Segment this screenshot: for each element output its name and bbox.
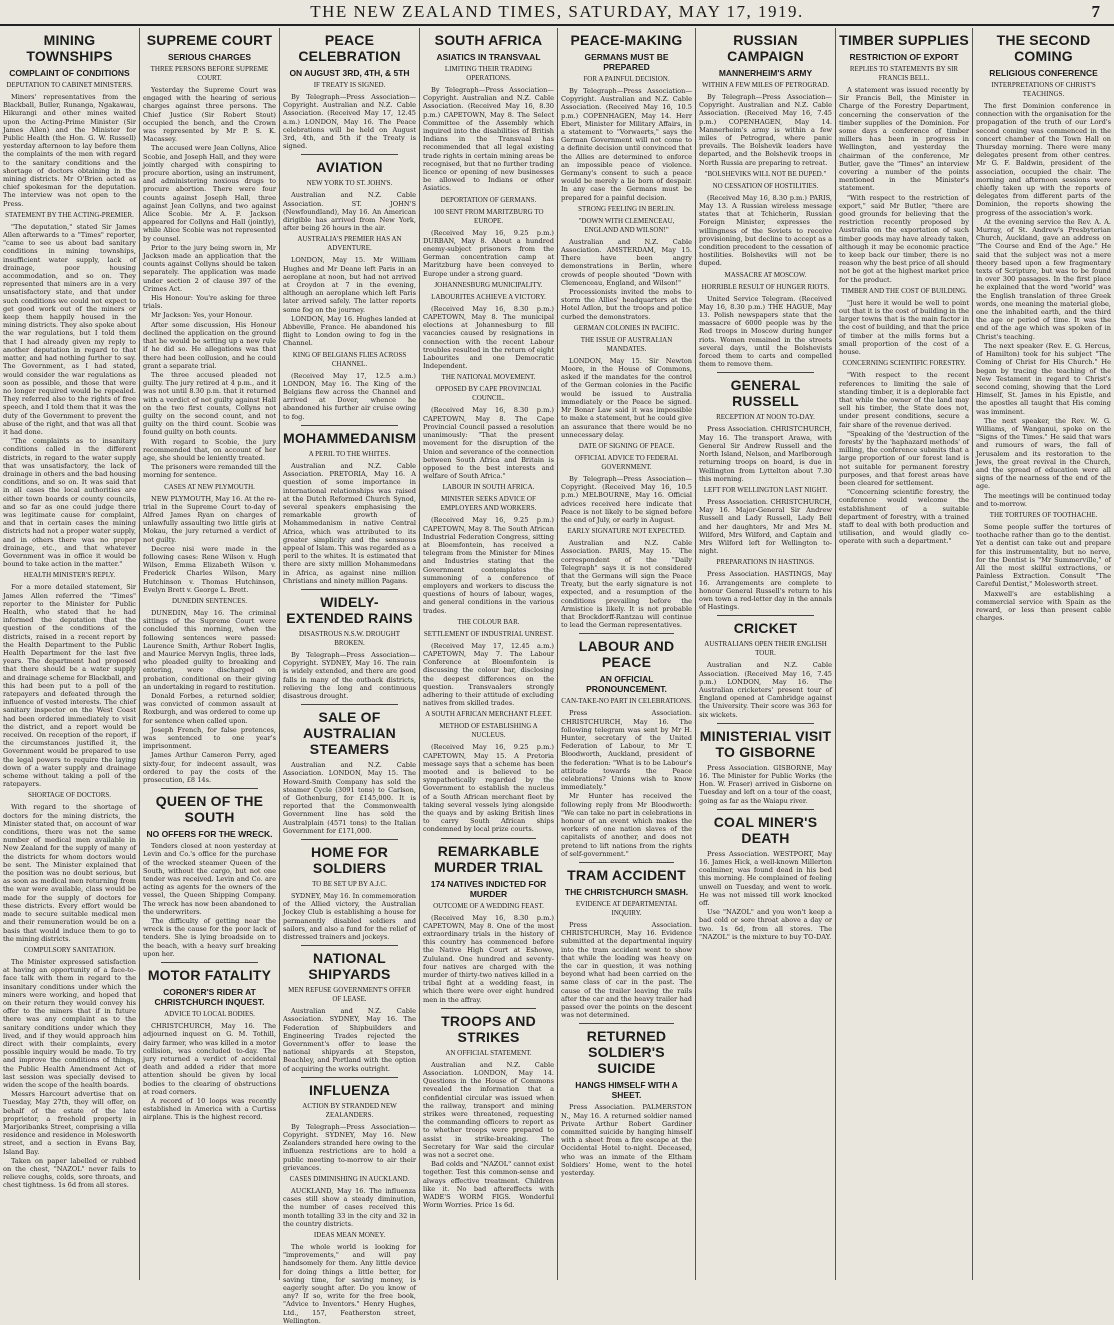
article-paragraph bbox=[699, 93, 832, 167]
article-subheadline: 174 NATIVES INDICTED FOR MURDER bbox=[430, 878, 547, 899]
article-headline: CRICKET bbox=[733, 620, 798, 637]
paragraph-text: Press Association. PALMERSTON N., May 16. A returned soldier named Private Arthur Robert Gardiner committed suicide by hanging himself with a sheet from a fire escape at the Occidental Hotel to-night. Deceased, who was an inmate of the Eltham Soldiers' Home, went to the hotel yesterday. bbox=[561, 1103, 692, 1178]
section-subheading: METHOD OF ESTABLISHING A NUCLEUS. bbox=[439, 722, 538, 740]
section-subheading: A SOUTH AFRICAN MERCHANT FLEET. bbox=[425, 710, 552, 719]
article-headline: TROOPS AND STRIKES bbox=[441, 1012, 536, 1045]
article-paragraph bbox=[423, 914, 554, 1004]
paragraph-text: Maxwell's are establishing a commercial service with Spain as the reward, or less than present cable charges. bbox=[976, 589, 1111, 623]
article-paragraph bbox=[283, 256, 416, 313]
section-subheading: IDEAS MEAN MONEY. bbox=[313, 1231, 386, 1240]
article-subheadline: SERIOUS CHARGES bbox=[167, 52, 252, 62]
column-timber-supplies bbox=[836, 30, 972, 1278]
paragraph-text: After some discussion, His Honour declined the application on the ground that he would be setting up a new rule if he did so. He allegations was that there had been collusion, and he could grant a separate trial. bbox=[143, 320, 276, 370]
article-paragraph bbox=[3, 1090, 136, 1156]
article-paragraph bbox=[3, 583, 136, 788]
paragraph-text: "The deputation," stated Sir James Allen afterwards to a "Times" reporter, "came to see us about bad sanitary conditions in mining townships, insufficient water supply, lack of drainage, poor housing accommodation, and so on. They represented that miners are in a very unsatisfactory state, and that under such conditions we could not expect to get good work out of the miners or keep them happily housed in the mining districts. They also spoke about the war regulations, but I told them that I had already given my reply to another deputation in regard to that matter, and had nothing further to say. The Government, as I had stated, would consider the war regulations as soon as possible, and those that were no longer required would be repealed. They referred also to the rights of free speech, and I told them that it was the duty of the Government to prevent the abuse of the right, and that was all that it had done. bbox=[3, 222, 136, 436]
section-subheading: TIMBER AND THE COST OF BUILDING. bbox=[841, 286, 967, 295]
section-subheading: THE TORTURES OF TOOTHACHE. bbox=[989, 510, 1098, 519]
paragraph-text: NEW PLYMOUTH, May 16. At the re-trial in the Supreme Court to-day of Alfred James Ryan on charges of unlawfully assaulting two little girls at Mokau, the jury returned a verdict of not guilty. bbox=[143, 494, 276, 544]
paragraph-text: (Received May 16, 9.25 p.m.) CAPETOWN, May 8. The South African Industrial Federation Congress, sitting at Bloemfontein, has received a telegram from the Minister for Mines and Industries stating that the Government contemplates the summoning of a conference of employers and workers to discuss the questions of hours of labour, wages, and general conditions in the various trades. bbox=[423, 516, 554, 615]
article-headline: RUSSIAN CAMPAIGN bbox=[727, 32, 804, 64]
article-separator bbox=[301, 1077, 398, 1078]
article-paragraph bbox=[3, 93, 136, 208]
article-paragraph bbox=[143, 438, 276, 463]
paragraph-text: Miners' representatives from the Blackball, Buller, Runanga, Ngakawau, Hikurangi and other mines waited upon the Acting-Prime Minister (Sir James Allen) and the Minister for Public Health (the Hon. G. W. Russell) yesterday afternoon to lay before them the complaints of the men with regard to the sanitary conditions and the shortage of doctors obtaining in the mining districts. Mr O'Brien acted as chief spokesman for the deputation. The interview was not open to the Press. bbox=[3, 93, 136, 208]
article-headline: RETURNED SOLDIER'S SUICIDE bbox=[586, 1028, 667, 1077]
paragraph-text: Press Association. CHRISTCHURCH, May 16. Major-General Sir Andrew Russell and Lady Russell, Lady Bell and her daughters, Mr and Mrs M. Wilford, Mrs Wilford, and Captain and Mrs Wilford left for Wellington to-night. bbox=[699, 497, 832, 556]
masthead bbox=[0, 0, 1114, 26]
article-paragraph bbox=[561, 238, 692, 287]
paragraph-text: Press Association. CHRISTCHURCH, May 16. The following telegram was sent by Mr H. Hunter, secretary of the United Federation of Labour, to Mr T. Bloodworth, Auckland, president of the federation: "What is to be Labour's attitude towards the Peace celebrations? Unions wish to know immediately." bbox=[561, 709, 692, 792]
paragraph-text: The whole world is looking for "improvements," and will pay handsomely for them. Any little device for doing things a little better, for saving time, for saving money, is eagerly sought after. Do you know of any? If so, write for the free book, "Advice to Inventors." Henry Hughes, Ltd., 157, Featherston street, Wellington. bbox=[283, 1243, 416, 1325]
article-paragraph bbox=[423, 743, 554, 833]
paragraph-text: The difficulty of getting near the wreck is the cause for the poor lack of tenders. She is lying broadside on to the beach, with a heavy surf breaking upon her. bbox=[143, 917, 276, 958]
article-paragraph bbox=[283, 892, 416, 941]
section-subheading: OUTCOME OF A WEDDING FEAST. bbox=[433, 901, 544, 910]
section-subheading: CONCERNING SCIENTIFIC FORESTRY. bbox=[842, 359, 966, 368]
article-paragraph bbox=[423, 305, 554, 371]
article-headline: WIDELY-EXTENDED RAINS bbox=[286, 593, 413, 626]
column-second-coming bbox=[973, 30, 1114, 1278]
paragraph-text: (Received May 16, 8.30 p.m.) CAPETOWN, May 8. The Cape Provincial Council passed a resolution unanimously: "That the present movement for the disruption of the Union and severance of the connection between South Africa and Britain is opposed to the best interests and welfare of South Africa." bbox=[423, 406, 554, 481]
article-paragraph bbox=[423, 642, 554, 708]
article-paragraph bbox=[143, 294, 276, 310]
article-paragraph bbox=[143, 86, 276, 143]
paragraph-text: (Received May 17, 12.5 a.m.) LONDON, May 16. The King of the Belgians flew across the Channel and arrived at Dover, whence he abandoned his further air cruise owing to fog. bbox=[283, 371, 416, 421]
section-subheading: FOR A PAINFUL DECISION. bbox=[583, 75, 670, 83]
paragraph-text: Press Association. CHRISTCHURCH, May 16. The transport Arawa, with General Sir Andrew Russell and the North Island, Nelson, and Marlborough returning troops on board, is due in Wellington from Lyttelton about 7.30 this morning. bbox=[699, 425, 832, 483]
article-headline: REMARKABLE MURDER TRIAL bbox=[434, 842, 543, 875]
article-headline: PEACE CELEBRATION bbox=[298, 32, 401, 64]
article-paragraph bbox=[561, 87, 692, 202]
section-subheading: JOHANNESBURG MUNICIPALITY. bbox=[434, 280, 543, 289]
article-subheadline: CORONER'S RIDER AT CHRISTCHURCH INQUEST. bbox=[154, 987, 265, 1008]
article-separator bbox=[717, 372, 814, 373]
article-paragraph bbox=[283, 651, 416, 700]
paragraph-text: (Received May 16, 9.25 p.m.) CAPETOWN, May 15. A Pretoria message says that a scheme has been mooted and is believed to be sympathetically regarded by the Government to establish the nucleus of a South African merchant fleet by taking several vessels lying alongside the quays and by asking British lines to carry South African ships condemned by local prize courts. bbox=[423, 743, 554, 834]
article-headline: MOTOR FATALITY bbox=[147, 967, 272, 984]
section-subheading: "BOLSHEVIKS WILL NOT BE DUPED." bbox=[704, 169, 827, 178]
article-paragraph bbox=[561, 475, 692, 524]
article-separator bbox=[579, 633, 674, 634]
section-subheading: DATE OF SIGNING OF PEACE. bbox=[578, 441, 675, 450]
article-paragraph bbox=[699, 850, 832, 907]
article-separator bbox=[301, 945, 398, 946]
paragraph-text: "Concerning scientific forestry, the conference would welcome the establishment of a suitable department of forestry, with a trained staff to deal with both production and utilisation, and would gladly co-operate with such a department." bbox=[839, 488, 969, 546]
section-subheading: AUSTRALIANS OPEN THEIR ENGLISH TOUR. bbox=[704, 640, 827, 658]
section-subheading: 100 SENT FROM MARITZBURG TO EUROPE. bbox=[433, 207, 544, 225]
article-paragraph bbox=[423, 516, 554, 614]
article-headline: AVIATION bbox=[316, 159, 383, 176]
section-subheading: SETTLEMENT OF INDUSTRIAL UNREST. bbox=[423, 629, 554, 638]
article-paragraph bbox=[283, 1187, 416, 1228]
article-paragraph bbox=[699, 194, 832, 268]
paragraph-text: "The complaints as to insanitary conditions called in the different districts, in regard to the water supply that was unsatisfactory, the lack of drainage in others and the bad housing conditions, and so on. It was said that in all cases the local authorities are either town boards or county councils, and so far as one could judge there was legitimate cause for complaint, and that in certain cases the mining districts had not a proper water supply, and in others there was no proper drainage, etc., and that whatever Government was in office it would be bound to take action in the matter." bbox=[3, 437, 136, 569]
article-paragraph bbox=[699, 570, 832, 611]
section-subheading: CAN-TAKE-NO PART IN CELEBRATIONS. bbox=[561, 697, 692, 706]
article-paragraph bbox=[976, 342, 1111, 416]
paragraph-text: Press Association. CHRISTCHURCH, May 16. Evidence submitted at the departmental inquiry into the tram accident went to show that while the loading was heavy on the car in question, it was nothing beyond what had been carried on the same class of car in the past. The cause of the trailer leaving the rails after the car and the heavy trailer had passed over the points on the descent was not determined. bbox=[561, 921, 692, 1020]
article-paragraph bbox=[423, 1061, 554, 1159]
section-subheading: PREPARATIONS IN HASTINGS. bbox=[716, 558, 815, 567]
section-subheading: "DOWN WITH CLEMENCEAU, ENGLAND AND WILSON!" bbox=[578, 216, 675, 234]
section-subheading: DEPORTATION OF GERMANS. bbox=[440, 195, 537, 204]
section-subheading: THE NATIONAL MOVEMENT. bbox=[441, 373, 536, 382]
masthead-title: THE NEW ZEALAND TIMES, SATURDAY, MAY 17, 1919. bbox=[310, 2, 804, 21]
paragraph-text: (Received May 16, 8.30 p.m.) CAPETOWN, May 8. The municipal elections at Johannesburg to fill vacancies caused by resignations in connection with the recent Labour troubles resulted in the return of eight Labourites and one Democratic Independent. bbox=[423, 304, 554, 371]
paragraph-text: Taken on paper labelled or rubbed on the chest, "NAZOL" never fails to relieve coughs, colds, sore throats, and chest tightness. 1s 6d from all stores. bbox=[3, 1156, 136, 1190]
paragraph-text: Tenders closed at noon yesterday at Levin and Co.'s office for the purchase of the wrecked steamer Queen of the South, without the cargo, but not one tender was received. Levin and Co. are acting as agents for the owners of the vessel, the Queen Shipping Company. The wreck has now been abandoned to the underwriters. bbox=[143, 842, 276, 916]
article-separator bbox=[161, 962, 258, 963]
section-subheading: MEN REFUSE GOVERNMENT'S OFFER OF LEASE. bbox=[288, 986, 411, 1004]
article-paragraph bbox=[839, 430, 969, 487]
section-subheading: DEPUTATION TO CABINET MINISTERS. bbox=[6, 81, 133, 89]
article-paragraph bbox=[699, 295, 832, 369]
article-paragraph bbox=[143, 244, 276, 293]
article-paragraph bbox=[699, 908, 832, 941]
section-subheading: LABOUR IN SOUTH AFRICA. bbox=[442, 483, 535, 492]
article-paragraph bbox=[699, 498, 832, 555]
article-paragraph bbox=[976, 102, 1111, 217]
paragraph-text: A record of 10 loops was recently established in America with a Curtiss airplane. This is the highest record. bbox=[143, 1096, 276, 1122]
article-paragraph bbox=[423, 229, 554, 278]
section-subheading: TO BE SET UP BY A.J.C. bbox=[312, 879, 387, 888]
article-separator bbox=[301, 704, 398, 705]
article-paragraph bbox=[143, 1097, 276, 1122]
paragraph-text: Australian and N.Z. Cable Association. LONDON, May 15. The Howard-Smith Company has sold the steamer Cycle (3091 tons) to Carlson, of Gothenburg, for £145,000. It is reported that the Commonwealth Government line has sold the Australplain (4571 tons) to the Italian Government for £171,000. bbox=[283, 761, 416, 835]
article-headline: COAL MINER'S DEATH bbox=[713, 813, 818, 846]
paragraph-text: Some people suffer the tortures of toothache rather than go to the dentist. Yet a dentist can take out and prepare for this instrumentality, but no nerve, for the Dentist is "Mr Summerville," of All the most skilful extractions, or Painless Extraction. Consult "The Careful Dentist," Molesworth street. bbox=[976, 522, 1111, 589]
column-mining-townships bbox=[0, 30, 139, 1278]
column-south-africa bbox=[420, 30, 557, 1278]
section-subheading: CASES AT NEW PLYMOUTH. bbox=[164, 482, 255, 491]
paragraph-text: Australian and N.Z. Cable Association. PARIS, May 15. The correspondent of the "Daily Telegraph" says it is not considered that the Germans will sign the Peace Treaty, but the early signature is not expected, and a resumption of the conditions prevailing before the Armistice is likely. It is not probable that Brockdorff-Rantzau will continue to lead the German representatives. bbox=[561, 539, 692, 630]
paragraph-text: James Arthur Cameron Perry, aged sixty-four, for indecent assault, was ordered to pay the costs of the prosecution, £8 14s. bbox=[143, 751, 276, 785]
paragraph-text: The Minister expressed satisfaction at having an opportunity of a face-to-face talk with them in regard to the insanitary conditions under which the miners were working, and hoped that on their return they would convey his offer to the miners that if in future there was any complaint as to the sanitary conditions under which they lived, and if they would approach him direct with their complaints, every possible inquiry would be made. To try and improve the conditions of things, the Public Health Amendment Act of last session was specially devised to widen the scope of the health boards. bbox=[3, 957, 136, 1089]
paragraph-text: The prisoners were remanded till the morning for sentence. bbox=[143, 463, 276, 480]
article-paragraph bbox=[143, 917, 276, 958]
article-paragraph bbox=[561, 357, 692, 439]
section-subheading: HEALTH MINISTER'S REPLY. bbox=[23, 571, 116, 580]
article-paragraph bbox=[143, 842, 276, 916]
paragraph-text: For a more detailed statement, Sir James Allen referred the "Times" reporter to the Minister for Public Health, who stated that he had informed the deputation that the question of the conditions of the districts, raised in a recent report by the Health Department to the Public Health Department for the last five years. The department had proposed that there should be a water supply and drainage scheme for Blackball, and this had been put to a poll of the ratepayers and defeated through the influence of vested interests. The chief sanitary inspector on the West Coast had been ordered immediately to visit the district, and a report would be received. On reception of the report, if the circumstances justified it, the Government would be prepared to use the legal powers to require the laying down of a water supply and drainage scheme without taking a poll of the ratepayers. bbox=[3, 583, 136, 789]
paragraph-text: A statement was issued recently by Sir Francis Bell, the Minister in Charge of the Forestry Department, concerning the conservation of the timber supplies of the Dominion. For some days a conference of timber millers has been in progress in Wellington, and yesterday the chairman of the conference, Mr Butler, gave the "Times" an interview covering a number of the points mentioned in the Minister's statement. bbox=[839, 86, 969, 193]
paragraph-text: LONDON, May 15. Sir Newton Moore, in the House of Commons, asked if the mandates for the control of the German colonies in the Pacific would be issued to Australia immediately or the Peace be signed. Mr Bonar Law said it was impossible to make a statement, but he could give an assurance that there would be no unnecessary delay. bbox=[561, 356, 692, 439]
paragraph-text: By Telegraph—Press Association—Copyright. SYDNEY, May 16. The rain is widely extended, and there are good falls in many of the outback districts, relieving the long and continuous disastrous drought. bbox=[283, 650, 416, 700]
article-headline: NATIONAL SHIPYARDS bbox=[308, 950, 391, 983]
paragraph-text: LONDON, May 16. Hughes landed at Abbeville, France. He abandoned his flight to London owing to fog in the Channel. bbox=[283, 314, 416, 348]
paragraph-text: Mr Hunter has received the following reply from Mr Bloodworth: "We can take no part in celebrations in honour of an event which makes the workers of one nation slaves of the capitalists of another, and does not pretend to lift nations from the rights of self-government." bbox=[561, 792, 692, 858]
article-separator bbox=[579, 862, 674, 863]
paragraph-text: Decree nisi were made in the following cases: Rene Wilson v. Hugh Wilson, Emma Elizabeth Wilson v. Frederick Charles Wilson, Mary Hutchinson v. Thomas Hutchinson, Evelyn Brett v. George L. Brett. bbox=[143, 544, 276, 594]
article-paragraph bbox=[699, 425, 832, 482]
article-headline: LABOUR AND PEACE bbox=[578, 638, 675, 671]
paragraph-text: The next speaker, the Rev. W. G. Williams, of Wanganui, spoke on the "Signs of the Times." He said that wars and rumours of wars, the fall of Jerusalem and its restoration to the Jews, the great revival in the Church, and the spread of education were all signs of the nearness of the end of the age. bbox=[976, 416, 1111, 491]
article-paragraph bbox=[143, 726, 276, 751]
article-headline: GENERAL RUSSELL bbox=[730, 377, 801, 410]
section-subheading: RECEPTION AT NOON TO-DAY. bbox=[716, 413, 815, 422]
article-paragraph bbox=[143, 545, 276, 594]
paragraph-text: Bad colds and "NAZOL" cannot exist together. Test this common-sense and always effective treatment. Children like it. No bad aftereffects with WADE'S WORM FIGS. Wonderful Worm Worries. Price 1s 6d. bbox=[423, 1160, 554, 1210]
paragraph-text: The next speaker (Rev. E. G. Hercus, of Hamilton) took for his subject "The Coming of Christ for His Church." He began by tracing the teaching of the New Testament in regard to Christ's second coming, showing that the Lord Himself, St. James in his Epistle, and the apostles all taught that His coming was imminent. bbox=[976, 341, 1111, 416]
article-paragraph bbox=[839, 488, 969, 545]
section-subheading: CASES DIMINISHING IN AUCKLAND. bbox=[289, 1175, 410, 1184]
article-paragraph bbox=[143, 692, 276, 725]
article-separator bbox=[717, 809, 814, 810]
paragraph-text: Australian and N.Z. Cable Association. (Received May 16, 7.45 p.m.) LONDON, May 16. The Australian cricketers' present tour of England opened at Cambridge against the University. Their score was 363 for six wickets. bbox=[699, 661, 832, 719]
article-separator bbox=[717, 615, 814, 616]
paragraph-text: By Telegraph—Press Association—Copyright. Australian and N.Z. Cable Association. (Received May 16, 7.45 p.m.) COPENHAGEN, May 14. Mannerheim's army is within a few miles of Petrograd, where panic prevails. The Bolshevik leaders have departed, and the Bolshevik troops in North Russia are preparing to retreat. bbox=[699, 93, 832, 167]
section-subheading: LIMITING THEIR TRADING OPERATIONS. bbox=[444, 65, 533, 82]
article-headline: INFLUENZA bbox=[308, 1081, 391, 1098]
article-paragraph bbox=[699, 764, 832, 805]
article-subheadline: RELIGIOUS CONFERENCE bbox=[989, 68, 1098, 78]
section-subheading: EARLY SIGNATURE NOT EXPECTED. bbox=[567, 527, 686, 536]
section-subheading: LABOURITES ACHIEVE A VICTORY. bbox=[431, 292, 546, 301]
article-subheadline: THE CHRISTCHURCH SMASH. bbox=[564, 887, 689, 898]
section-subheading: MINISTER SEEKS ADVICE OF EMPLOYERS AND WORKERS. bbox=[440, 495, 537, 513]
paragraph-text: Yesterday the Supreme Court was engaged with the hearing of serious charges against three persons. The Chief Justice (Sir Robert Stout) occupied the bench, and the Crown was represented by Mr P. S. K. Macassey. bbox=[143, 86, 276, 144]
column-supreme-court bbox=[140, 30, 279, 1278]
article-paragraph bbox=[143, 1022, 276, 1096]
paragraph-text: Prior to the jury being sworn in, Mr Jackson made an application that the counts against Collyns should be taken separately. The application was made under section 2 of clause 397 of the Crimes Act. bbox=[143, 243, 276, 293]
paragraph-text: "Just here it would be well to point out that it is the cost of building in the larger towns that is the main factor in the cost of building, and that the price of timber at the mills forms but a small proportion of the cost of a house. bbox=[839, 298, 969, 357]
section-subheading: REPLIES TO STATEMENTS BY SIR FRANCIS BELL. bbox=[849, 65, 959, 82]
section-subheading: COMPULSORY SANITATION. bbox=[23, 945, 116, 954]
article-paragraph bbox=[143, 311, 276, 319]
article-separator bbox=[301, 839, 398, 840]
article-paragraph bbox=[976, 218, 1111, 341]
paragraph-text: The accused were Jean Collyns, Alice Scobie, and Joseph Hall, and they were jointly charged with conspiring to procure abortion, using an instrument, and administering noxious drugs to procure abortion. There were four counts against Joseph Hall, three against Jean Collyns, and two against Alice Scobie. Mr A. F. Jackson appeared for Collyns and Hall (jointly), while Alice Scobie was not represented by counsel. bbox=[143, 144, 276, 243]
article-subheadline: GERMANS MUST BE PREPARED bbox=[584, 52, 669, 72]
paragraph-text: Australian and N.Z. Cable Association. SYDNEY, May 16. The Federation of Shipbuilders and Engineering Trades rejected the Government's offer to lease the national shipyards at Stepston, Beachley, and Portland with the option of acquiring the works outright. bbox=[283, 1007, 416, 1073]
article-separator bbox=[301, 425, 398, 426]
section-subheading: WITHIN A FEW MILES OF PETROGRAD. bbox=[701, 81, 830, 89]
paragraph-text: CHRISTCHURCH, May 16. The adjourned inquest on G. M. Tothill, dairy farmer, who was killed in a motor collision, was concluded to-day. The jury returned a verdict of accidental death and added a rider that more attention should be given by local bodies to the clearing of obstructions at road corners. bbox=[143, 1022, 276, 1096]
article-paragraph bbox=[423, 86, 554, 193]
paragraph-text: By Telegraph—Press Association—Copyright. Australian and N.Z. Cable Association. (Received May 16, 10.5 p.m.) COPENHAGEN, May 14. Herr Ebert, Minister for Military Affairs, in a statement to "Vorwaerts," says the German Government will not come to a definite decision until convinced that the Allies are determined to enforce an impossible peace of violence. Germany's consent to such a peace would be merely a lie born of despair. In any case the Germans must be prepared for a painful decision. bbox=[561, 87, 692, 202]
article-paragraph bbox=[561, 792, 692, 858]
column-peace-making bbox=[558, 30, 695, 1278]
article-paragraph bbox=[283, 191, 416, 232]
paragraph-text: Mr Jackson: Yes, your Honour. bbox=[151, 311, 253, 320]
section-subheading: THE ISSUE OF AUSTRALIAN MANDATES. bbox=[580, 335, 673, 353]
article-subheadline: HANGS HIMSELF WITH A SHEET. bbox=[575, 1080, 678, 1101]
section-subheading: GERMAN COLONIES IN PACIFIC. bbox=[573, 323, 680, 332]
paragraph-text: Australian and N.Z. Cable Association. PRETORIA, May 16. A question of some importance in international relationships was raised at the Dutch Reformed Church Synod, several speakers emphasising the remarkable growth of Mohammedanism in native Central Africa, which was attributed to its greater simplicity and the sensuous appeal of Islam. This was regarded as a peril to the whites. It is estimated that there are sixty million Mohammedans in Africa, as against nine million Christians and ninety million Pagans. bbox=[283, 461, 416, 585]
article-paragraph bbox=[143, 371, 276, 437]
paragraph-text: By Telegraph—Press Association—Copyright. SYDNEY, May 16. New Zealanders stranded here owing to the influenza restrictions are to hold a public meeting to-morrow to air their grievances. bbox=[283, 1122, 416, 1172]
article-separator bbox=[301, 154, 398, 155]
paragraph-text: "With respect to the restriction of export," said Mr Butler, "there are good grounds for believing that the restriction recently proposed by Australia on the exportation of such timber goods may have already taken, although it may be economic practice to keep back our timber, there is no reason why the best price of all should not be got at the highest market price for the product. bbox=[839, 193, 969, 284]
paragraph-text: Press Association. GISBORNE, May 16. The Minister for Public Works (the Hon. W. Fraser) arrived in Gisborne on Tuesday and left on a tour of the coast, going as far as the Waiapu river. bbox=[699, 763, 832, 805]
paragraph-text: The meetings will be continued today and to-morrow. bbox=[976, 491, 1111, 508]
section-subheading: DISASTROUS N.S.W. DROUGHT BROKEN. bbox=[298, 629, 401, 647]
article-paragraph bbox=[976, 523, 1111, 589]
article-paragraph bbox=[283, 1243, 416, 1325]
article-paragraph bbox=[3, 1157, 136, 1190]
paragraph-text: Press Association. WESTPORT, May 16. James Hick, a well-known Millerton coalminer, was found dead in his bed this morning. He complained of feeling unwell on Tuesday, and went to work. He was not missed till work knocked off. bbox=[699, 849, 832, 907]
article-paragraph bbox=[283, 462, 416, 585]
section-subheading: LEFT FOR WELLINGTON LAST NIGHT. bbox=[703, 485, 828, 494]
paragraph-text: Australian and N.Z. Cable Association. LONDON, May 14. Questions in the House of Commons revealed the information that a confidential circular was issued when the railway, transport and mining strikes were threatened, requesting the commanding officers to report as to whether troops were prepared to assist in strike-breaking. The Secretary for War said the circular was not a secret one. bbox=[423, 1060, 554, 1160]
section-subheading: AUSTRALIA'S PREMIER HAS AN ADVENTURE. bbox=[297, 235, 402, 253]
article-paragraph bbox=[839, 86, 969, 193]
paragraph-text: By Telegraph—Press Association—Copyright. (Received May 16, 10.5 p.m.) MELBOURNE, May 16. Official advices received here indicate that Peace is not likely to be signed before the end of July, or early in August. bbox=[561, 474, 692, 524]
article-headline: SOUTH AFRICA bbox=[434, 32, 543, 48]
section-subheading: HORRIBLE RESULT OF HUNGER RIOTS. bbox=[701, 282, 830, 291]
article-subheadline: RESTRICTION OF EXPORT bbox=[849, 52, 959, 62]
paragraph-text: "Speaking of the 'destruction of the forests' by the 'haphazard methods' of milling, the conference submits that a large proportion of our forest land is not suitable for permanent forestry purposes, and that forest areas have been cleared for settlement. bbox=[839, 429, 969, 487]
article-headline: HOME FOR SOLDIERS bbox=[310, 843, 389, 876]
article-paragraph bbox=[423, 1160, 554, 1209]
section-subheading: NO CESSATION OF HOSTILITIES. bbox=[712, 181, 819, 190]
article-paragraph bbox=[143, 144, 276, 242]
article-paragraph bbox=[143, 463, 276, 479]
section-subheading: A PERIL TO THE WHITES. bbox=[308, 449, 391, 458]
article-separator bbox=[717, 723, 814, 724]
article-subheadline: ON AUGUST 3RD, 4TH, & 5TH bbox=[289, 68, 410, 78]
paragraph-text: Donald Forbes, a returned soldier, was convicted of common assault at Roxburgh, and was ordered to come up for sentence when called upon. bbox=[143, 692, 276, 725]
paragraph-text: Messrs Harcourt advertise that on Tuesday, May 27th, they will offer, on behalf of the estate of the late proprietor, a freehold property in Marjoribanks Street, comprising a villa residence and residence in Molesworth street, and a section in Evans Bay, Island Bay. bbox=[3, 1090, 136, 1156]
article-headline: SUPREME COURT bbox=[146, 32, 273, 48]
paragraph-text: Use "NAZOL" and you won't keep a bad cold or sore throat above a day or two. 1s 6d, from all stores. The "NAZOL" is the mixture to buy TO-DAY. bbox=[699, 908, 832, 941]
article-paragraph bbox=[699, 661, 832, 718]
section-subheading: SHORTAGE OF DOCTORS. bbox=[27, 791, 112, 800]
section-subheading: DUNEDIN SENTENCES. bbox=[171, 596, 248, 605]
section-subheading: MASSACRE AT MOSCOW. bbox=[724, 270, 807, 279]
section-subheading: AN OFFICIAL STATEMENT. bbox=[445, 1048, 532, 1057]
section-subheading: OPPOSED BY CAPE PROVINCIAL COUNCIL. bbox=[435, 385, 542, 403]
article-paragraph bbox=[283, 1007, 416, 1073]
article-paragraph bbox=[3, 958, 136, 1089]
article-headline: THE SECOND COMING bbox=[996, 32, 1091, 64]
article-separator bbox=[441, 1008, 536, 1009]
paragraph-text: At the evening service the Rev. A. A. Murray, of St. Andrew's Presbyterian Church, Auckland, gave an address on "The Course and End of the Age." He said that the subject was not a mere theory based upon a few fragmentary texts of Scripture, but was to be found in over 300 passages. In the first place he explained that the word "world" was the English translation of three Greek words, one meaning the material globe, one the inhabited earth, and the third the age or period of time. It was the end of the age which was spoken of in Christ's teaching. bbox=[976, 217, 1111, 341]
paragraph-text: The first Dominion conference in connection with the organisation for the propagation of the truth of our Lord's second coming was commenced in the concert chamber of the Town Hall on Thursday morning. There were many delegates present from other centres. Mr G. F. Baldwin, president of the association, occupied the chair. The morning and afternoon sessions were chiefly taken up with the reports of delegates from different parts of the Dominion, the reports showing the progress of the association's work. bbox=[976, 102, 1111, 217]
article-headline: QUEEN OF THE SOUTH bbox=[155, 793, 264, 826]
article-paragraph bbox=[839, 299, 969, 356]
article-paragraph bbox=[839, 371, 969, 428]
paragraph-text: His Honour: You're asking for three trials. bbox=[143, 294, 276, 311]
paragraph-text: Australian and N.Z. Cable Association. ST. JOHN'S (Newfoundland), May 16. An American dirigible has arrived from New York, after being 26 hours in the air. bbox=[283, 191, 416, 233]
article-paragraph bbox=[283, 93, 416, 150]
paragraph-text: (Received May 16, 8.30 p.m.) PARIS, May 13. A Russian wireless message states that at Tchicherin, Russian Foreign Minister, expresses the willingness of the Soviets to receive provisioning, but decline to accept as a condition precedent to the cessation of hostilities. Bolsheviks will not be duped. bbox=[699, 193, 832, 268]
article-paragraph bbox=[3, 803, 136, 942]
article-paragraph bbox=[561, 539, 692, 629]
paragraph-text: (Received May 16, 8.30 p.m.) CAPETOWN, May 8. One of the most extraordinary trials in the history of this country has commenced before the Native High Court at Eshowe, Zululand. One hundred and seventy-four natives are charged with the murder of thirty-two natives killed in a tribal fight at a wedding feast, in which there were over eight hundred men in the affray. bbox=[423, 913, 554, 1004]
section-subheading: IF TREATY IS SIGNED. bbox=[313, 81, 386, 89]
article-paragraph bbox=[839, 194, 969, 284]
paragraph-text: Processionists invited the mobs to storm the Allies' headquarters at the Hotel Adlon, but the troops and police curbed the demonstrators. bbox=[561, 288, 692, 321]
paragraph-text: United Service Telegram. (Received May 16, 8.30 p.m.) THE HAGUE, May 13. Polish newspapers state that the massacre of 6000 people was by the Red troops in Moscow during hunger riots. Women remained in the streets several days, until the Bolshevists forced them to carts and compelled them to remove them. bbox=[699, 294, 832, 369]
paragraph-text: (Received May 16, 9.25 p.m.) DURBAN, May 8. About a hundred enemy-subject prisoners from the German concentration camp at Maritzburg have been conveyed to Europe under a strong guard. bbox=[423, 228, 554, 278]
article-headline: PEACE-MAKING bbox=[570, 32, 683, 48]
page-number: 7 bbox=[1091, 2, 1100, 21]
article-paragraph bbox=[283, 1123, 416, 1172]
section-subheading: THE COLOUR BAR. bbox=[457, 617, 520, 626]
article-paragraph bbox=[976, 417, 1111, 491]
article-subheadline: NO OFFERS FOR THE WRECK. bbox=[146, 829, 273, 840]
article-headline: TIMBER SUPPLIES bbox=[839, 32, 969, 48]
article-subheadline: COMPLAINT OF CONDITIONS bbox=[9, 68, 130, 78]
article-paragraph bbox=[561, 288, 692, 321]
paragraph-text: The three accused pleaded not guilty. The jury retired at 4 p.m., and it was not until 8.30 p.m. that it returned with a verdict of not guilty against Hall on the two first counts, Collyns not guilty on the second count, and not guilty on the third count. Scobie was found guilty on both counts. bbox=[143, 370, 276, 437]
section-subheading: STATEMENT BY THE ACTING-PREMIER. bbox=[5, 210, 134, 219]
article-subheadline: ASIATICS IN TRANSVAAL bbox=[436, 52, 541, 62]
paragraph-text: Press Association. HASTINGS, May 16. Arrangements are complete to honour General Russell's return to his own town a red-letter day in the annals of Hastings. bbox=[699, 570, 832, 612]
article-headline: TRAM ACCIDENT bbox=[567, 867, 686, 884]
article-paragraph bbox=[423, 406, 554, 480]
paragraph-text: "With respect to the recent references to limiting the sale of standing timber, it is a deplorable fact that while the owner of the land may sell his timber, the State does not, under present conditions, secure a fair share of the revenue derived. bbox=[839, 371, 969, 429]
column-russian-campaign bbox=[696, 30, 835, 1278]
section-subheading: KING OF BELGIANS FLIES ACROSS CHANNEL. bbox=[292, 350, 407, 368]
article-subheadline: MANNERHEIM'S ARMY bbox=[718, 68, 813, 78]
article-separator bbox=[441, 838, 536, 839]
paragraph-text: SYDNEY, May 16. In commemoration of the Allied victory, the Australian Jockey Club is establishing a house for permanently disabled soldiers and sailors, and also a fund for the relief of distressed trainers and jockeys. bbox=[283, 891, 416, 941]
section-subheading: OFFICIAL ADVICE TO FEDERAL GOVERNMENT. bbox=[574, 453, 679, 471]
section-subheading: INTERPRETATIONS OF CHRIST'S TEACHINGS. bbox=[991, 81, 1096, 98]
article-paragraph bbox=[3, 437, 136, 568]
column-peace-celebration bbox=[280, 30, 419, 1325]
article-headline: MINISTERIAL VISIT TO GISBORNE bbox=[699, 727, 832, 760]
paragraph-text: With regard to Scobie, the jury recommended that, on account of her age, she should be leniently treated. bbox=[143, 437, 276, 462]
article-separator bbox=[161, 788, 258, 789]
paragraph-text: By Telegraph—Press Association—Copyright. Australian and N.Z. Cable Association. (Received May 17, 12.45 a.m.) LONDON, May 16. The Peace celebrations will be held on August 3rd, 4th, and 5th if the Treaty is signed. bbox=[283, 93, 416, 151]
article-paragraph bbox=[143, 321, 276, 370]
article-separator bbox=[579, 1023, 674, 1024]
article-paragraph bbox=[143, 609, 276, 691]
paragraph-text: DUNEDIN, May 16. The criminal sittings of the Supreme Court were concluded this morning, when the following sentences were passed: Laurence Smith, Arthur Robert Inglis, and Maurice Mervyn Inglis, three lads, who pleaded guilty to breaking and entering, were discharged on probation, conditional on their giving an undertaking in regard to restitution. bbox=[143, 608, 276, 691]
article-paragraph bbox=[976, 590, 1111, 623]
section-subheading: NEW YORK TO ST. JOHN'S. bbox=[306, 179, 393, 188]
paragraph-text: With regard to the shortage of doctors for the mining districts, the Minister stated that, on account of war conditions, there was not the same number of medical men available in New Zealand for the supply of many of the districts for whom doctors would be sent. The Minister explained that the position was no doubt serious, but as soon as medical men returning from the war were available, class would be made for the supply of doctors for these districts. Every effort would be made to secure suitable medical men and their remuneration would be on a basis that would induce them to go to the mining districts. bbox=[3, 803, 136, 943]
article-paragraph bbox=[283, 372, 416, 421]
article-paragraph bbox=[283, 315, 416, 348]
paragraph-text: AUCKLAND, May 16. The influenza cases still show a steady diminution, the number of cases received this month totalling 33 in the city and 32 in the country districts. bbox=[283, 1187, 416, 1228]
paragraph-text: By Telegraph—Press Association—Copyright. Australian and N.Z. Cable Association. (Received May 16, 8.30 p.m.) CAPETOWN, May 8. The Select Committee of the Assembly which inquired into the disabilities of British Indians in the Transvaal has recommended that all legal existing trade rights in certain mining areas be recognised, but that no further trading licence or opening of new businesses be allowed to Indians or other Asiatics. bbox=[423, 86, 554, 193]
section-subheading: ACTION BY STRANDED NEW ZEALANDERS. bbox=[302, 1101, 397, 1119]
article-headline: MINING TOWNSHIPS bbox=[26, 32, 113, 64]
section-subheading: STRONG FEELING IN BERLIN. bbox=[578, 204, 675, 213]
article-paragraph bbox=[143, 495, 276, 544]
section-subheading: ADVICE TO LOCAL BODIES. bbox=[164, 1010, 255, 1019]
article-separator bbox=[301, 589, 398, 590]
article-headline: SALE OF AUSTRALIAN STEAMERS bbox=[303, 709, 396, 758]
article-paragraph bbox=[143, 751, 276, 784]
paragraph-text: Australian and N.Z. Cable Association. AMSTERDAM, May 15. There have been angry demonstrations in Berlin, where crowds of people shouted "Down with Clemenceau, England, and Wilson!" bbox=[561, 237, 692, 287]
article-subheadline: AN OFFICIAL PRONOUNCEMENT. bbox=[586, 674, 667, 695]
article-paragraph bbox=[561, 921, 692, 1019]
paragraph-text: (Received May 17, 12.45 a.m.) CAPETOWN, May 7. The Labour Conference at Bloemfontein is discussing the colour bar, disclosing the deepest differences on the question. Transvaalers strongly adhering to their attitude of excluding natives from skilled trades. bbox=[423, 641, 554, 708]
article-paragraph bbox=[283, 761, 416, 835]
article-paragraph bbox=[3, 223, 136, 436]
paragraph-text: Joseph French, for false pretences, was sentenced to one year's imprisonment. bbox=[143, 725, 276, 751]
section-subheading: EVIDENCE AT DEPARTMENTAL INQUIRY. bbox=[575, 900, 678, 918]
paragraph-text: LONDON, May 15. Mr William Hughes and Mr Deane left Paris in an aeroplane at noon, but had not arrived at Croydon at 7 in the evening, although an aeroplane which left Paris later arrived safely. The latter reports some fog on the journey. bbox=[283, 256, 416, 314]
article-paragraph bbox=[561, 709, 692, 791]
article-headline: MOHAMMEDANISM bbox=[283, 429, 417, 446]
article-paragraph bbox=[561, 1103, 692, 1177]
section-subheading: THREE PERSONS BEFORE SUPREME COURT. bbox=[150, 65, 269, 82]
article-paragraph bbox=[976, 492, 1111, 508]
